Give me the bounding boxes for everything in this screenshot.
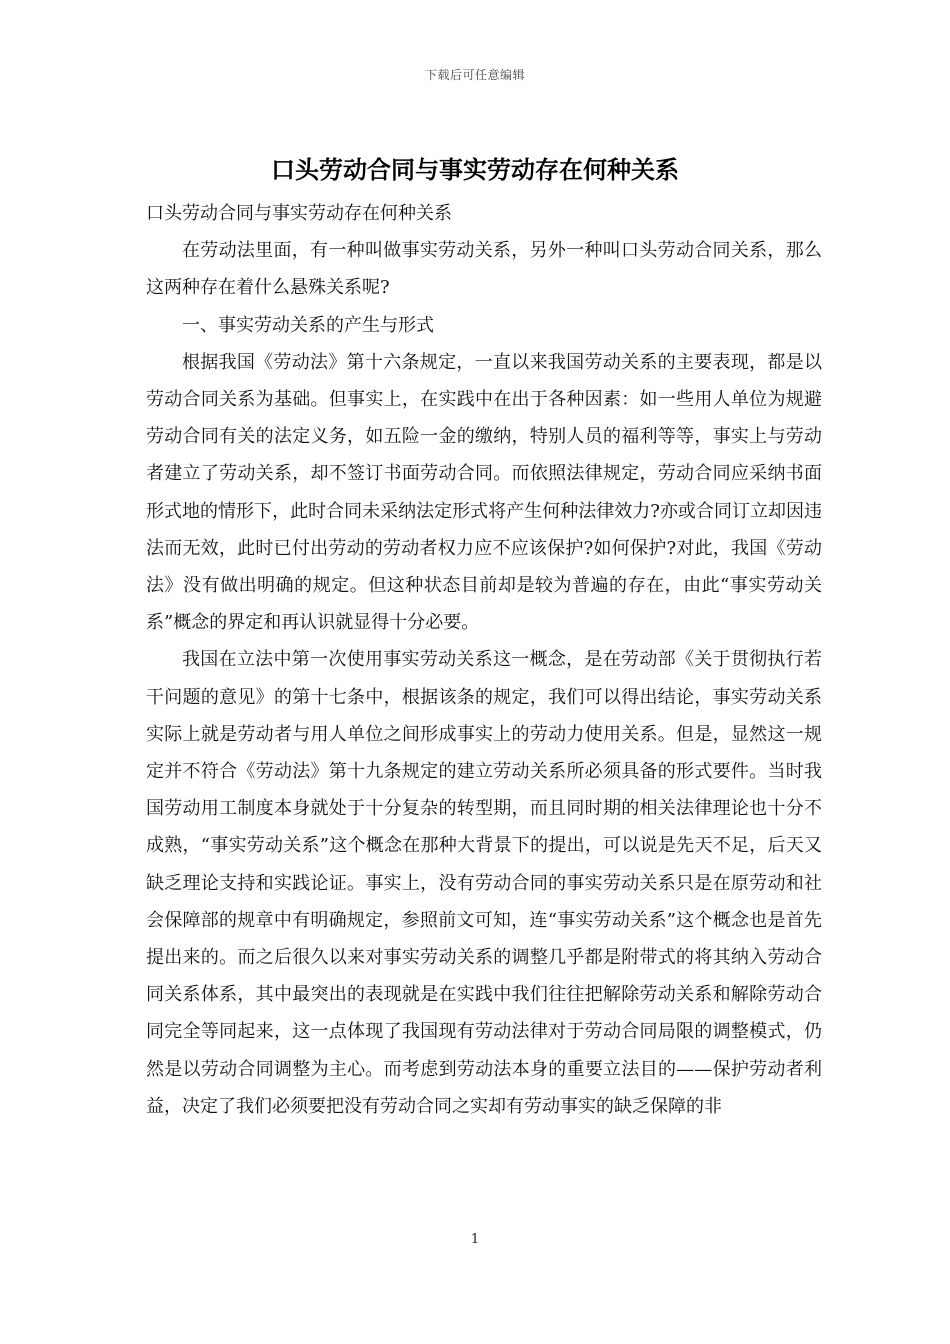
body-paragraph-subtitle: 口头劳动合同与事实劳动存在何种关系 — [146, 203, 452, 224]
document-title: 口头劳动合同与事实劳动存在何种关系 — [271, 155, 679, 184]
page-number: 1 — [470, 1232, 480, 1247]
body-paragraph: 根据我国《劳动法》第十六条规定，一直以来我国劳动关系的主要表现，都是以劳动合同关系为基础。但事实上，在实践中在出于各种因素：如一些用人单位为规避劳动合同有关的法定义务，如五险一金的缴纳，特别人员的福利等等，事实上与劳动者建立了劳动关系，却不签订书面劳动合同。而依照法律规定，劳动合同应采纳书面形式地的情形下，此时合同未采纳法定形式将产生何种法律效力?亦或合同订立却因违法而无效，此时已付出劳动的劳动者权力应不应该保护?如何保护?对此，我国《劳动法》没有做出明确的规定。但这种状态目前却是较为普遍的存在，由此“事实劳动关系”概念的界定和再认识就显得十分必要。 — [146, 351, 822, 634]
body-paragraph-intro: 在劳动法里面，有一种叫做事实劳动关系，另外一种叫口头劳动合同关系，那么这两种存在着什么悬殊关系呢? — [146, 240, 822, 299]
body-paragraph: 我国在立法中第一次使用事实劳动关系这一概念，是在劳动部《关于贯彻执行若干问题的意见》的第十七条中，根据该条的规定，我们可以得出结论，事实劳动关系实际上就是劳动者与用人单位之间形成事实上的劳动力使用关系。但是，显然这一规定并不符合《劳动法》第十九条规定的建立劳动关系所必须具备的形式要件。当时我国劳动用工制度本身就处于十分复杂的转型期，而且同时期的相关法律理论也十分不成熟，“事实劳动关系”这个概念在那种大背景下的提出，可以说是先天不足，后天又缺乏理论支持和实践论证。事实上，没有劳动合同的事实劳动关系只是在原劳动和社会保障部的规章中有明确规定，参照前文可知，连“事实劳动关系”这个概念也是首先提出来的。而之后很久以来对事实劳动关系的调整几乎都是附带式的将其纳入劳动合同关系体系，其中最突出的表现就是在实践中我们往往把解除劳动关系和解除劳动合同完全等同起来，这一点体现了我国现有劳动法律对于劳动合同局限的调整模式，仍然是以劳动合同调整为主心。而考虑到劳动法本身的重要立法目的——保护劳动者利益，决定了我们必须要把没有劳动合同之实却有劳动事实的缺乏保障的非 — [146, 649, 822, 1117]
section-heading: 一、事实劳动关系的产生与形式 — [182, 314, 434, 336]
document-body — [146, 195, 822, 1125]
header-note: 下载后可任意编辑 — [424, 68, 525, 82]
